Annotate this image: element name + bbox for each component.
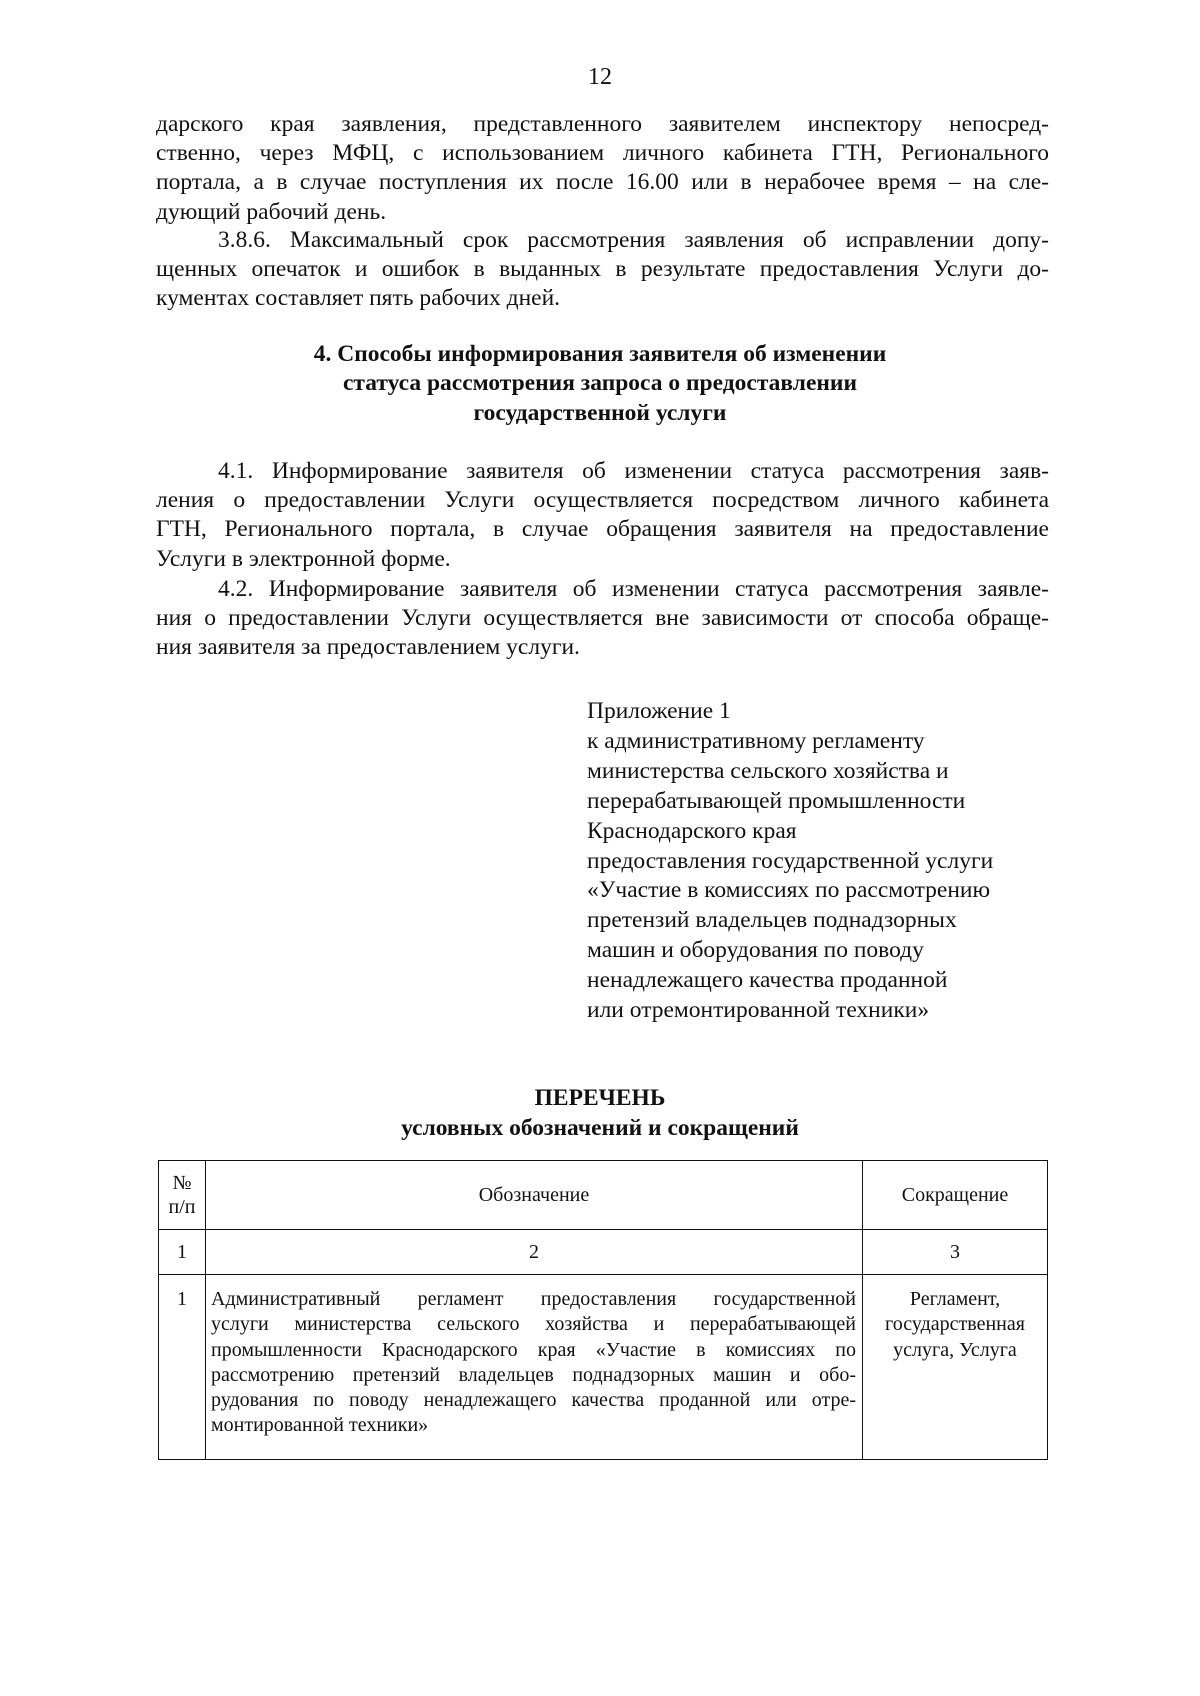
text-line: 4.2. Информирование заявителя об изменении статуса рассмотрения заявле- bbox=[218, 576, 1049, 602]
cell-line: рудования по поводу ненадлежащего качества проданной или отре- bbox=[211, 1389, 856, 1412]
text-line: ния заявителя за предоставлением услуги. bbox=[156, 634, 580, 661]
text-line: ственно, через МФЦ, с использованием личного кабинета ГТН, Регионального bbox=[156, 140, 1049, 167]
text-line: ления о предоставлении Услуги осуществляется посредством личного кабинета bbox=[156, 487, 1049, 514]
header-text: № bbox=[172, 1172, 192, 1194]
text-line: дарского края заявления, представленного заявителем инспектору непосред- bbox=[156, 111, 1049, 137]
cell-line: рассмотрению претензий владельцев поднадзорных машин и обо- bbox=[211, 1363, 856, 1386]
paragraph-4-2 bbox=[156, 575, 1049, 663]
row-number: 1 bbox=[159, 1275, 206, 1460]
appendix-line: ненадлежащего качества проданной bbox=[587, 967, 948, 994]
list-title: ПЕРЕЧЕНЬ bbox=[534, 1085, 666, 1111]
appendix-line: претензий владельцев поднадзорных bbox=[587, 907, 957, 934]
cell-line: Регламент, bbox=[909, 1288, 1001, 1310]
table-header-row bbox=[159, 1161, 1048, 1230]
text-line: ГТН, Регионального портала, в случае обращения заявителя на предоставление bbox=[156, 516, 1049, 543]
heading-line: 4. Способы информирования заявителя об изменении bbox=[313, 341, 887, 367]
column-number: 1 bbox=[159, 1230, 206, 1275]
table-row bbox=[159, 1275, 1048, 1460]
page-number: 12 bbox=[588, 64, 612, 90]
paragraph-continuation bbox=[156, 110, 1049, 227]
appendix-line: к административному регламенту bbox=[587, 727, 925, 754]
appendix-line: Краснодарского края bbox=[587, 817, 797, 844]
abbreviations-table bbox=[158, 1160, 1048, 1460]
header-text: п/п bbox=[168, 1196, 196, 1218]
text-line: дующий рабочий день. bbox=[156, 198, 387, 225]
cell-line: услуги министерства сельского хозяйства и перерабатывающей bbox=[211, 1313, 856, 1336]
cell-line: Административный регламент предоставления государственной bbox=[211, 1288, 856, 1310]
cell-line: монтированной техники» bbox=[211, 1414, 429, 1437]
appendix-line: или отремонтированной техники» bbox=[587, 997, 930, 1024]
heading-line: статуса рассмотрения запроса о предоставлении bbox=[342, 370, 858, 397]
list-subtitle: условных обозначений и сокращений bbox=[401, 1115, 799, 1141]
paragraph-3-8-6 bbox=[156, 226, 1049, 314]
heading-line: государственной услуги bbox=[473, 399, 727, 426]
appendix-note bbox=[587, 697, 993, 1026]
column-number: 2 bbox=[206, 1230, 863, 1275]
column-number: 3 bbox=[863, 1230, 1048, 1275]
text-line: 4.1. Информирование заявителя об изменении статуса рассмотрения заяв- bbox=[218, 458, 1049, 484]
paragraph-4-1 bbox=[156, 457, 1049, 574]
appendix-line: «Участие в комиссиях по рассмотрению bbox=[587, 877, 991, 904]
cell-line: услуга, Услуга bbox=[893, 1338, 1017, 1361]
appendix-line: министерства сельского хозяйства и bbox=[587, 757, 949, 784]
text-line: щенных опечаток и ошибок в выданных в результате предоставления Услуги до- bbox=[156, 256, 1049, 283]
cell-line: промышленности Краснодарского края «Участие в комиссиях по bbox=[211, 1338, 856, 1361]
designation-cell bbox=[206, 1275, 863, 1460]
text-line: кументах составляет пять рабочих дней. bbox=[156, 285, 561, 312]
appendix-line: перерабатывающей промышленности bbox=[587, 787, 966, 814]
cell-line: государственная bbox=[885, 1313, 1025, 1336]
appendix-line: Приложение 1 bbox=[587, 698, 731, 724]
column-numbers-row bbox=[159, 1230, 1048, 1275]
appendix-line: предоставления государственной услуги bbox=[587, 847, 994, 874]
header-number bbox=[159, 1161, 206, 1230]
text-line: портала, а в случае поступления их после 16.00 или в нерабочее время – на сле- bbox=[156, 169, 1049, 196]
text-line: ния о предоставлении Услуги осуществляется вне зависимости от способа обраще- bbox=[156, 605, 1049, 632]
abbreviation-cell bbox=[863, 1275, 1048, 1460]
section-heading bbox=[0, 340, 1200, 428]
header-designation: Обозначение bbox=[206, 1161, 863, 1230]
appendix-line: машин и оборудования по поводу bbox=[587, 937, 924, 964]
header-abbreviation: Сокращение bbox=[863, 1161, 1048, 1230]
text-line: 3.8.6. Максимальный срок рассмотрения заявления об исправлении допу- bbox=[218, 227, 1049, 253]
text-line: Услуги в электронной форме. bbox=[156, 545, 451, 572]
